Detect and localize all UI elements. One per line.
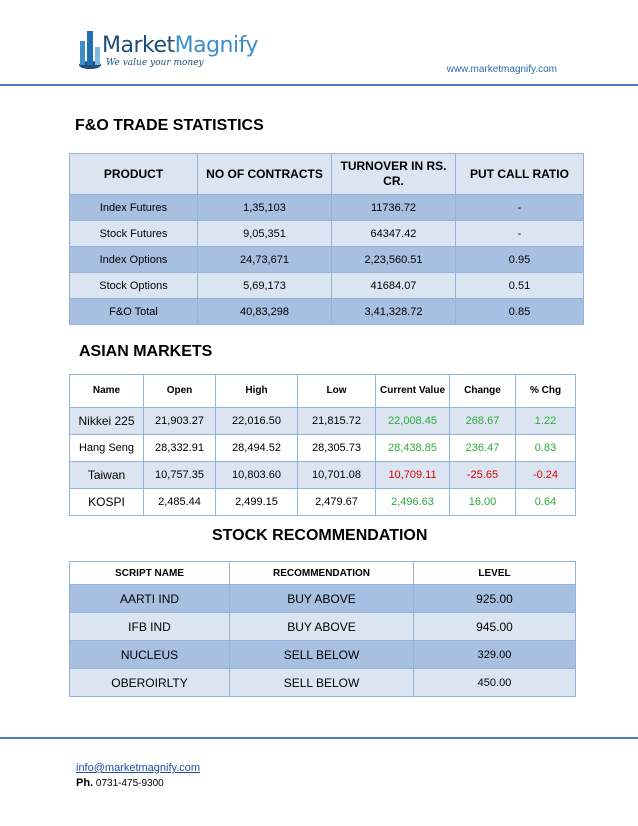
table-row	[70, 669, 576, 697]
fo-header-contracts: NO OF CONTRACTS	[198, 154, 332, 195]
asia-header-low: Low	[298, 375, 376, 408]
asia-cell-current: 10,709.11	[376, 462, 450, 489]
fo-cell-contracts: 24,73,671	[198, 247, 332, 273]
rec-cell-level: 945.00	[414, 613, 576, 641]
asia-cell-pct: -0.24	[516, 462, 576, 489]
table-row	[70, 585, 576, 613]
asia-header-row	[70, 375, 576, 408]
fo-cell-contracts: 5,69,173	[198, 273, 332, 299]
fo-cell-product: Index Futures	[70, 195, 198, 221]
fo-cell-pcr: 0.95	[456, 247, 584, 273]
fo-cell-turnover: 11736.72	[332, 195, 456, 221]
fo-cell-pcr: 0.85	[456, 299, 584, 325]
asian-markets-title: ASIAN MARKETS	[79, 343, 213, 360]
rec-header-row	[70, 562, 576, 585]
stock-rec-table	[69, 561, 576, 697]
asia-cell-open: 2,485.44	[144, 489, 216, 516]
table-row	[70, 613, 576, 641]
asia-cell-change: -25.65	[450, 462, 516, 489]
asia-cell-change: 236.47	[450, 435, 516, 462]
rec-cell-recommendation: BUY ABOVE	[230, 613, 414, 641]
fo-cell-product: Stock Futures	[70, 221, 198, 247]
asia-cell-name: Nikkei 225	[70, 408, 144, 435]
fo-cell-pcr: -	[456, 195, 584, 221]
stock-rec-title: STOCK RECOMMENDATION	[212, 527, 428, 544]
table-row	[70, 195, 584, 221]
fo-cell-contracts: 9,05,351	[198, 221, 332, 247]
fo-header-turnover: TURNOVER IN RS. CR.	[332, 154, 456, 195]
fo-cell-turnover: 64347.42	[332, 221, 456, 247]
asia-cell-name: Taiwan	[70, 462, 144, 489]
brand-name-part1: Market	[102, 33, 175, 58]
table-row	[70, 273, 584, 299]
fo-cell-product: Stock Options	[70, 273, 198, 299]
fo-stats-title: F&O TRADE STATISTICS	[75, 117, 264, 134]
asia-cell-high: 2,499.15	[216, 489, 298, 516]
asia-header-pct: % Chg	[516, 375, 576, 408]
asia-cell-current: 2,496.63	[376, 489, 450, 516]
fo-header-product: PRODUCT	[70, 154, 198, 195]
asia-cell-name: Hang Seng	[70, 435, 144, 462]
fo-cell-contracts: 40,83,298	[198, 299, 332, 325]
asia-cell-change: 268.67	[450, 408, 516, 435]
asia-cell-change: 16.00	[450, 489, 516, 516]
asia-cell-low: 10,701.08	[298, 462, 376, 489]
brand-tagline: We value your money	[106, 58, 204, 68]
footer-divider	[0, 737, 638, 739]
asia-cell-current: 22,008.45	[376, 408, 450, 435]
asia-cell-open: 10,757.35	[144, 462, 216, 489]
asia-header-name: Name	[70, 375, 144, 408]
asia-cell-high: 10,803.60	[216, 462, 298, 489]
rec-cell-script: OBEROIRLTY	[70, 669, 230, 697]
asia-cell-low: 21,815.72	[298, 408, 376, 435]
rec-cell-script: NUCLEUS	[70, 641, 230, 669]
fo-cell-contracts: 1,35,103	[198, 195, 332, 221]
rec-cell-script: AARTI IND	[70, 585, 230, 613]
table-row	[70, 408, 576, 435]
website-link[interactable]: www.marketmagnify.com	[446, 64, 557, 75]
fo-cell-turnover: 41684.07	[332, 273, 456, 299]
asia-cell-open: 28,332.91	[144, 435, 216, 462]
rec-header-script: SCRIPT NAME	[70, 562, 230, 585]
fo-stats-table	[69, 153, 584, 325]
asia-cell-current: 28,438.85	[376, 435, 450, 462]
brand-logo	[78, 27, 258, 75]
phone-number	[76, 777, 164, 789]
rec-header-recommendation: RECOMMENDATION	[230, 562, 414, 585]
table-row	[70, 247, 584, 273]
asia-cell-high: 22,016.50	[216, 408, 298, 435]
asia-cell-pct: 0.83	[516, 435, 576, 462]
rec-cell-level: 450.00	[414, 669, 576, 697]
fo-cell-pcr: -	[456, 221, 584, 247]
table-row	[70, 435, 576, 462]
rec-cell-level: 329.00	[414, 641, 576, 669]
asia-cell-low: 28,305.73	[298, 435, 376, 462]
email-link[interactable]: info@marketmagnify.com	[76, 762, 201, 774]
table-row	[70, 221, 584, 247]
table-row	[70, 641, 576, 669]
asia-cell-open: 21,903.27	[144, 408, 216, 435]
rec-header-level: LEVEL	[414, 562, 576, 585]
table-row	[70, 299, 584, 325]
fo-cell-product: Index Options	[70, 247, 198, 273]
table-row	[70, 462, 576, 489]
rec-cell-recommendation: SELL BELOW	[230, 641, 414, 669]
fo-header-row	[70, 154, 584, 195]
rec-cell-script: IFB IND	[70, 613, 230, 641]
asia-cell-low: 2,479.67	[298, 489, 376, 516]
fo-cell-turnover: 2,23,560.51	[332, 247, 456, 273]
fo-cell-pcr: 0.51	[456, 273, 584, 299]
rec-cell-recommendation: SELL BELOW	[230, 669, 414, 697]
phone-label: Ph.	[76, 777, 94, 789]
asia-cell-name: KOSPI	[70, 489, 144, 516]
header-divider	[0, 84, 638, 86]
asia-header-high: High	[216, 375, 298, 408]
asia-header-open: Open	[144, 375, 216, 408]
asia-cell-high: 28,494.52	[216, 435, 298, 462]
rec-cell-level: 925.00	[414, 585, 576, 613]
brand-name	[102, 33, 258, 58]
asian-markets-table	[69, 374, 576, 516]
asia-header-current: Current Value	[376, 375, 450, 408]
asia-header-change: Change	[450, 375, 516, 408]
brand-name-part2: Magnify	[174, 33, 258, 58]
fo-cell-product: F&O Total	[70, 299, 198, 325]
fo-header-pcr: PUT CALL RATIO	[456, 154, 584, 195]
asia-cell-pct: 1.22	[516, 408, 576, 435]
table-row	[70, 489, 576, 516]
fo-cell-turnover: 3,41,328.72	[332, 299, 456, 325]
rec-cell-recommendation: BUY ABOVE	[230, 585, 414, 613]
asia-cell-pct: 0.64	[516, 489, 576, 516]
phone-value: 0731-475-9300	[95, 778, 164, 789]
logo-bars-icon	[78, 27, 102, 71]
